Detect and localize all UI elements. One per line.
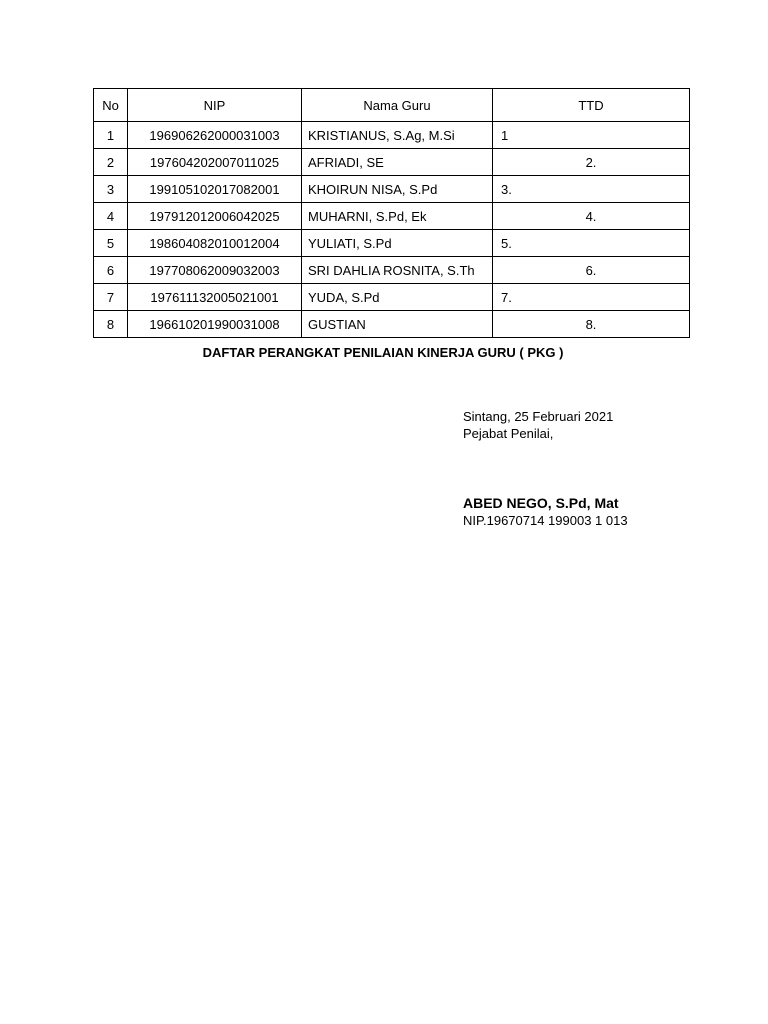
table-row [94,230,690,257]
row-no-cell: 4 [94,203,128,230]
header-nip: NIP [128,89,302,122]
signature-role: Pejabat Penilai, [463,426,554,441]
row-no-cell: 6 [94,257,128,284]
row-nip-cell: 197912012006042025 [128,203,302,230]
row-name-cell: AFRIADI, SE [302,149,493,176]
header-ttd: TTD [493,89,690,122]
document-title: DAFTAR PERANGKAT PENILAIAN KINERJA GURU ( PKG ) [202,345,564,360]
signer-nip: NIP.19670714 199003 1 013 [463,513,628,528]
signature-block [463,408,753,529]
row-nip-cell: 197611132005021001 [128,284,302,311]
row-ttd-cell: 7. [493,284,690,311]
row-nip-cell: 197604202007011025 [128,149,302,176]
row-ttd-cell: 3. [493,176,690,203]
row-name-cell: KRISTIANUS, S.Ag, M.Si [302,122,493,149]
table-row [94,284,690,311]
table-row [94,203,690,230]
row-no-cell: 3 [94,176,128,203]
table-row [94,176,690,203]
row-name-cell: SRI DAHLIA ROSNITA, S.Th [302,257,493,284]
table-row [94,311,690,338]
table-row [94,149,690,176]
row-nip-cell: 198604082010012004 [128,230,302,257]
signature-place-date: Sintang, 25 Februari 2021 [463,409,614,424]
row-name-cell: YULIATI, S.Pd [302,230,493,257]
table-row [94,122,690,149]
row-ttd-cell: 2. [493,149,690,176]
row-no-cell: 7 [94,284,128,311]
header-name: Nama Guru [302,89,493,122]
signer-name: ABED NEGO, S.Pd, Mat [463,495,619,511]
row-nip-cell: 199105102017082001 [128,176,302,203]
row-name-cell: MUHARNI, S.Pd, Ek [302,203,493,230]
row-ttd-cell: 1 [493,122,690,149]
row-no-cell: 2 [94,149,128,176]
row-ttd-cell: 5. [493,230,690,257]
row-name-cell: KHOIRUN NISA, S.Pd [302,176,493,203]
table-row [94,257,690,284]
table-body [94,122,690,338]
row-nip-cell: 197708062009032003 [128,257,302,284]
row-no-cell: 5 [94,230,128,257]
teacher-table [93,88,690,338]
row-name-cell: YUDA, S.Pd [302,284,493,311]
row-ttd-cell: 6. [493,257,690,284]
header-no: No [94,89,128,122]
row-no-cell: 8 [94,311,128,338]
row-ttd-cell: 4. [493,203,690,230]
row-ttd-cell: 8. [493,311,690,338]
row-name-cell: GUSTIAN [302,311,493,338]
row-no-cell: 1 [94,122,128,149]
row-nip-cell: 196906262000031003 [128,122,302,149]
row-nip-cell: 196610201990031008 [128,311,302,338]
table-header-row [94,89,690,122]
